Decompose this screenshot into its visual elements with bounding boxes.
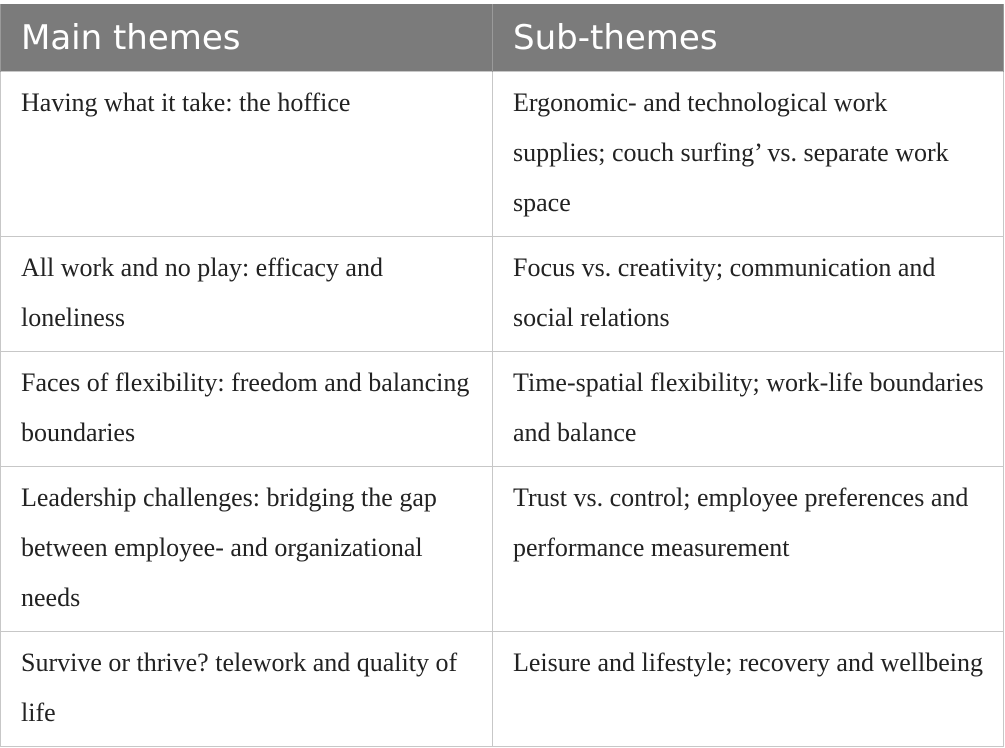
sub-theme-cell: Focus vs. creativity; communication and social relations <box>493 237 1004 352</box>
table-header <box>1 4 1004 72</box>
header-sub-themes: Sub-themes <box>493 4 1004 72</box>
main-theme-cell: Leadership challenges: bridging the gap between employee- and organizational needs <box>1 467 493 632</box>
table-row <box>1 352 1004 467</box>
sub-theme-cell: Time-spatial flexibility; work-life boundaries and balance <box>493 352 1004 467</box>
themes-table <box>0 4 1004 747</box>
header-main-themes: Main themes <box>1 4 493 72</box>
table-row <box>1 632 1004 747</box>
table-body <box>1 72 1004 747</box>
main-theme-cell: All work and no play: efficacy and loneliness <box>1 237 493 352</box>
main-theme-cell: Having what it take: the hoffice <box>1 72 493 237</box>
main-theme-cell: Faces of flexibility: freedom and balancing boundaries <box>1 352 493 467</box>
table-row <box>1 467 1004 632</box>
sub-theme-cell: Leisure and lifestyle; recovery and wellbeing <box>493 632 1004 747</box>
table-row <box>1 237 1004 352</box>
sub-theme-cell: Trust vs. control; employee preferences and performance measurement <box>493 467 1004 632</box>
header-row <box>1 4 1004 72</box>
table-row <box>1 72 1004 237</box>
main-theme-cell: Survive or thrive? telework and quality of life <box>1 632 493 747</box>
sub-theme-cell: Ergonomic- and technological work supplies; couch surfing’ vs. separate work space <box>493 72 1004 237</box>
